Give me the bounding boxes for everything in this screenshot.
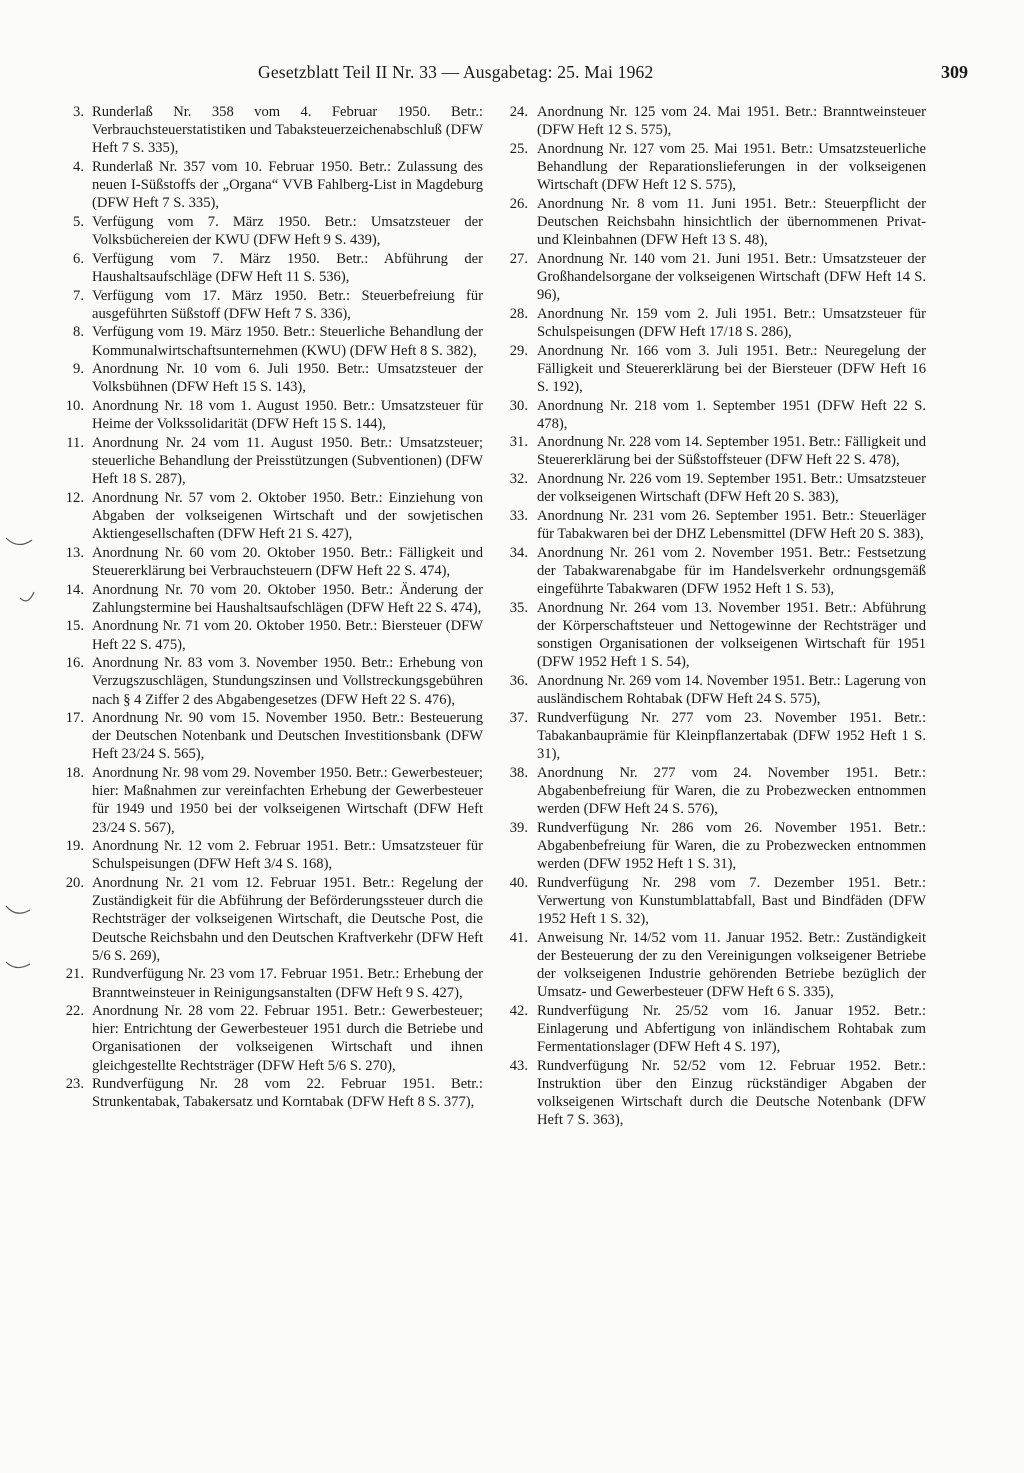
entry-text: Verfügung vom 7. März 1950. Betr.: Umsatzsteuer der Volksbüchereien der KWU (DFW Heft 9 S. 439), <box>92 213 483 249</box>
entry-text: Verfügung vom 7. März 1950. Betr.: Abführung der Haushaltsaufschläge (DFW Heft 11 S. 536), <box>92 250 483 285</box>
list-item <box>500 433 926 469</box>
list-item <box>500 250 926 304</box>
entry-text: Anordnung Nr. 277 vom 24. November 1951. Betr.: Abgabenbefreiung für Waren, die zu Probezwecken entnommen werden (DFW Heft 24 S. 576), <box>537 764 926 817</box>
list-item <box>54 764 483 837</box>
entry-number: 39. <box>509 819 528 836</box>
list-item <box>54 874 483 965</box>
entry-number: 9. <box>73 361 84 378</box>
list-item <box>500 305 926 341</box>
margin-pencil-marks <box>0 0 60 1473</box>
entry-text: Verfügung vom 17. März 1950. Betr.: Steuerbefreiung für ausgeführten Süßstoff (DFW Heft 7 S. 336), <box>92 287 483 322</box>
entry-text: Anordnung Nr. 8 vom 11. Juni 1951. Betr.: Steuerpflicht der Deutschen Reichsbahn hinsichtlich der übernommenen Privat- und Kleinbahnen (DFW Heft 13 S. 48), <box>537 195 926 249</box>
entry-text: Anordnung Nr. 18 vom 1. August 1950. Betr.: Umsatzsteuer für Heime der Volkssolidarität (DFW Heft 15 S. 144), <box>92 398 483 433</box>
right-column <box>500 103 926 1130</box>
entry-text: Rundverfügung Nr. 52/52 vom 12. Februar 1952. Betr.: Instruktion über den Einzug rückständiger Abgaben der volkseigenen Wirtschaft durch die Deutsche Notenbank (DFW Heft 7 S. 363), <box>537 1057 926 1129</box>
entry-number: 5. <box>73 213 84 230</box>
entry-text: Anordnung Nr. 261 vom 2. November 1951. Betr.: Festsetzung der Tabakwarenabgabe für im Handelsverkehr ordnungsgemäß eingeführte Tabakwaren (DFW 1952 Heft 1 S. 53), <box>537 544 926 598</box>
entry-text: Anordnung Nr. 83 vom 3. November 1950. Betr.: Erhebung von Verzugszuschlägen, Stundungszinsen und Vollstreckungsgebühren nach § 4 Ziffer 2 des Abgabengesetzes (DFW Heft 22 S. 476), <box>92 655 483 708</box>
entry-number: 42. <box>509 1002 528 1019</box>
entry-text: Anordnung Nr. 264 vom 13. November 1951. Betr.: Abführung der Körperschaftsteuer und Nettogewinne der Rechtsträger und sonstigen Organisationen der volkseigenen Wirtschaft für 1951 (DFW 1952 Heft 1 S. 54), <box>537 599 926 671</box>
entry-text: Rundverfügung Nr. 25/52 vom 16. Januar 1952. Betr.: Einlagerung und Abfertigung von inländischem Rohtabak zum Fermentationslager (DFW Heft 4 S. 197), <box>537 1002 926 1055</box>
entry-number: 28. <box>509 305 528 322</box>
entry-text: Anordnung Nr. 90 vom 15. November 1950. Betr.: Besteuerung der Deutschen Notenbank und Deutschen Investitionsbank (DFW Heft 23/24 S. 565), <box>92 710 483 763</box>
entry-number: 32. <box>509 471 528 488</box>
list-item <box>500 103 926 139</box>
entry-text: Rundverfügung Nr. 277 vom 23. November 1951. Betr.: Tabakanbauprämie für Kleinpflanzertabak (DFW 1952 Heft 1 S. 31), <box>537 709 926 762</box>
page-number: 309 <box>941 62 968 82</box>
entry-number: 21. <box>65 966 84 983</box>
entry-number: 40. <box>509 874 528 891</box>
entry-text: Rundverfügung Nr. 23 vom 17. Februar 1951. Betr.: Erhebung der Branntweinsteuer in Reinigungsanstalten (DFW Heft 9 S. 427), <box>92 966 483 1001</box>
entry-number: 36. <box>509 672 528 689</box>
list-item <box>54 250 483 286</box>
entry-number: 12. <box>65 489 84 506</box>
entry-text: Anordnung Nr. 218 vom 1. September 1951 (DFW Heft 22 S. 478), <box>537 397 926 432</box>
entry-text: Anordnung Nr. 70 vom 20. Oktober 1950. Betr.: Änderung der Zahlungstermine bei Haushaltsaufschlägen (DFW Heft 22 S. 474), <box>92 581 483 616</box>
entry-number: 33. <box>509 507 528 524</box>
list-item <box>500 599 926 672</box>
entry-text: Anordnung Nr. 125 vom 24. Mai 1951. Betr.: Branntweinsteuer (DFW Heft 12 S. 575), <box>537 104 926 139</box>
entry-text: Anordnung Nr. 269 vom 14. November 1951. Betr.: Lagerung von ausländischem Rohtabak (DFW Heft 24 S. 575), <box>537 672 926 707</box>
entry-text: Anordnung Nr. 28 vom 22. Februar 1951. Betr.: Gewerbesteuer; hier: Entrichtung der Gewerbesteuer 1951 durch die Betriebe und Organisationen der volkseigenen Wirtschaft und ihnen gleichgestellte Rechtsträger (DFW Heft 5/6 S. 270), <box>92 1003 483 1074</box>
entry-text: Anordnung Nr. 24 vom 11. August 1950. Betr.: Umsatzsteuer; steuerliche Behandlung der Preisstützungen (Subventionen) (DFW Heft 18 S. 287), <box>92 434 483 488</box>
entry-text: Anordnung Nr. 57 vom 2. Oktober 1950. Betr.: Einziehung von Abgaben der volkseigenen Wirtschaft und der sowjetischen Aktiengesellschaften (DFW Heft 21 S. 427), <box>92 489 483 543</box>
list-item <box>500 709 926 763</box>
entry-text: Anordnung Nr. 228 vom 14. September 1951. Betr.: Fälligkeit und Steuererklärung bei der Süßstoffsteuer (DFW Heft 22 S. 478), <box>537 434 926 469</box>
entry-number: 24. <box>509 104 528 120</box>
entry-text: Anordnung Nr. 231 vom 26. September 1951. Betr.: Steuerläger für Tabakwaren bei der DHZ Lebensmittel (DFW Heft 20 S. 383), <box>537 507 926 543</box>
entry-number: 16. <box>65 655 84 672</box>
entry-text: Anordnung Nr. 71 vom 20. Oktober 1950. Betr.: Biersteuer (DFW Heft 22 S. 475), <box>92 618 483 653</box>
list-item <box>500 507 926 543</box>
list-item <box>500 764 926 818</box>
entry-number: 3. <box>73 104 84 120</box>
list-item <box>500 1002 926 1056</box>
entry-text: Rundverfügung Nr. 286 vom 26. November 1951. Betr.: Abgabenbefreiung für Waren, die zu Probezwecken entnommen werden (DFW 1952 Heft 1 S. 31), <box>537 819 926 872</box>
list-item <box>54 434 483 488</box>
entry-number: 6. <box>73 250 84 267</box>
list-item <box>54 965 483 1001</box>
entry-text: Anordnung Nr. 140 vom 21. Juni 1951. Betr.: Umsatzsteuer der Großhandelsorgane der volkseigenen Wirtschaft (DFW Heft 14 S. 96), <box>537 250 926 304</box>
pencil-tick-mark <box>20 592 34 601</box>
page-header <box>0 62 1024 88</box>
entry-number: 13. <box>65 544 84 561</box>
entry-number: 22. <box>65 1003 84 1020</box>
header-title: Gesetzblatt Teil II Nr. 33 — Ausgabetag: 25. Mai 1962 <box>258 62 654 82</box>
entry-number: 26. <box>509 195 528 212</box>
entry-text: Anordnung Nr. 98 vom 29. November 1950. Betr.: Gewerbesteuer; hier: Maßnahmen zur vereinfachten Erhebung der Gewerbesteuer für 1949 und 1950 bei der volkseigenen Wirtschaft (DFW Heft 23/24 S. 567), <box>92 765 483 836</box>
list-item <box>54 287 483 323</box>
left-column <box>54 103 483 1112</box>
entry-number: 31. <box>509 434 528 451</box>
entry-number: 23. <box>65 1076 84 1093</box>
pencil-tick-mark <box>6 906 30 913</box>
entry-number: 34. <box>509 544 528 561</box>
entry-number: 41. <box>509 929 528 946</box>
entry-number: 18. <box>65 765 84 782</box>
list-item <box>54 617 483 653</box>
list-item <box>54 103 483 157</box>
list-item <box>54 581 483 617</box>
entry-text: Anordnung Nr. 60 vom 20. Oktober 1950. Betr.: Fälligkeit und Steuererklärung bei Verbrauchsteuern (DFW Heft 22 S. 474), <box>92 544 483 579</box>
list-item <box>500 874 926 928</box>
entry-number: 11. <box>66 434 84 451</box>
entry-number: 14. <box>65 581 84 598</box>
entry-number: 19. <box>65 838 84 855</box>
entry-text: Anordnung Nr. 10 vom 6. Juli 1950. Betr.: Umsatzsteuer der Volksbühnen (DFW Heft 15 S. 143), <box>92 361 483 396</box>
entry-number: 30. <box>509 397 528 414</box>
list-item <box>54 544 483 580</box>
entry-number: 17. <box>65 710 84 727</box>
entry-number: 20. <box>65 875 84 892</box>
list-item <box>500 819 926 873</box>
list-item <box>500 342 926 396</box>
entry-number: 37. <box>509 709 528 726</box>
list-item <box>54 1075 483 1111</box>
entry-number: 29. <box>509 342 528 359</box>
list-item <box>54 213 483 249</box>
entry-text: Anordnung Nr. 166 vom 3. Juli 1951. Betr.: Neuregelung der Fälligkeit und Steuererklärung bei der Biersteuer (DFW Heft 16 S. 192), <box>537 342 926 395</box>
list-item <box>54 837 483 873</box>
entry-number: 10. <box>65 398 84 414</box>
entry-number: 35. <box>509 599 528 616</box>
pencil-tick-mark <box>6 962 30 968</box>
entry-text: Runderlaß Nr. 358 vom 4. Februar 1950. Betr.: Verbrauchsteuerstatistiken und Tabaksteuerzeichenabschluß (DFW Heft 7 S. 335), <box>92 104 483 157</box>
list-item <box>500 1057 926 1130</box>
list-item <box>54 1002 483 1075</box>
pencil-tick-mark <box>6 538 32 545</box>
entry-text: Anordnung Nr. 226 vom 19. September 1951. Betr.: Umsatzsteuer der volkseigenen Wirtschaft (DFW Heft 20 S. 383), <box>537 471 926 506</box>
entry-number: 27. <box>509 250 528 267</box>
entry-text: Anordnung Nr. 159 vom 2. Juli 1951. Betr.: Umsatzsteuer für Schulspeisungen (DFW Heft 17/18 S. 286), <box>537 305 926 340</box>
entry-number: 38. <box>509 764 528 781</box>
list-item <box>500 140 926 194</box>
entry-text: Anweisung Nr. 14/52 vom 11. Januar 1952. Betr.: Zuständigkeit der Besteuerung der zu den Vereinigungen volkseigener Betriebe der volkseigenen Industrie gehörenden Betriebe bezüglich der Umsatz- und Gewerbesteuer (DFW Heft 6 S. 335), <box>537 929 926 1000</box>
list-item <box>54 489 483 543</box>
list-item <box>54 397 483 433</box>
list-item <box>500 929 926 1002</box>
entry-text: Verfügung vom 19. März 1950. Betr.: Steuerliche Behandlung der Kommunalwirtschaftsunternehmen (KWU) (DFW Heft 8 S. 382), <box>92 324 483 359</box>
entry-text: Anordnung Nr. 127 vom 25. Mai 1951. Betr.: Umsatzsteuerliche Behandlung der Reparationslieferungen in der volkseigenen Wirtschaft (DFW Heft 12 S. 575), <box>537 140 926 194</box>
list-item <box>500 397 926 433</box>
list-item <box>54 654 483 708</box>
list-item <box>500 672 926 708</box>
list-item <box>54 360 483 396</box>
entry-number: 4. <box>73 158 84 175</box>
entry-text: Rundverfügung Nr. 298 vom 7. Dezember 1951. Betr.: Verwertung von Kunstumblattabfall, Bast und Bindfäden (DFW 1952 Heft 1 S. 32), <box>537 874 926 927</box>
list-item <box>54 323 483 359</box>
entry-number: 43. <box>509 1057 528 1074</box>
entry-text: Anordnung Nr. 12 vom 2. Februar 1951. Betr.: Umsatzsteuer für Schulspeisungen (DFW Heft 3/4 S. 168), <box>92 838 483 873</box>
list-item <box>500 470 926 506</box>
entry-text: Anordnung Nr. 21 vom 12. Februar 1951. Betr.: Regelung der Zuständigkeit für die Abführung der Beförderungssteuer durch die Rechtsträger der volkseigenen Wirtschaft, die Deutsche Post, die Deutsche Reichsbahn und den Deutschen Kraftverkehr (DFW Heft 5/6 S. 269), <box>92 875 483 964</box>
list-item <box>54 709 483 763</box>
entry-number: 25. <box>509 140 528 157</box>
entry-number: 7. <box>73 287 84 304</box>
entry-number: 15. <box>65 618 84 635</box>
list-item <box>54 158 483 212</box>
entry-text: Rundverfügung Nr. 28 vom 22. Februar 1951. Betr.: Strunkentabak, Tabakersatz und Korntabak (DFW Heft 8 S. 377), <box>92 1076 483 1111</box>
entry-number: 8. <box>73 324 84 341</box>
entry-text: Runderlaß Nr. 357 vom 10. Februar 1950. Betr.: Zulassung des neuen I-Süßstoffs der „Organa“ VVB Fahlberg-List in Magdeburg (DFW Heft 7 S. 335), <box>92 158 483 212</box>
list-item <box>500 195 926 249</box>
list-item <box>500 544 926 598</box>
